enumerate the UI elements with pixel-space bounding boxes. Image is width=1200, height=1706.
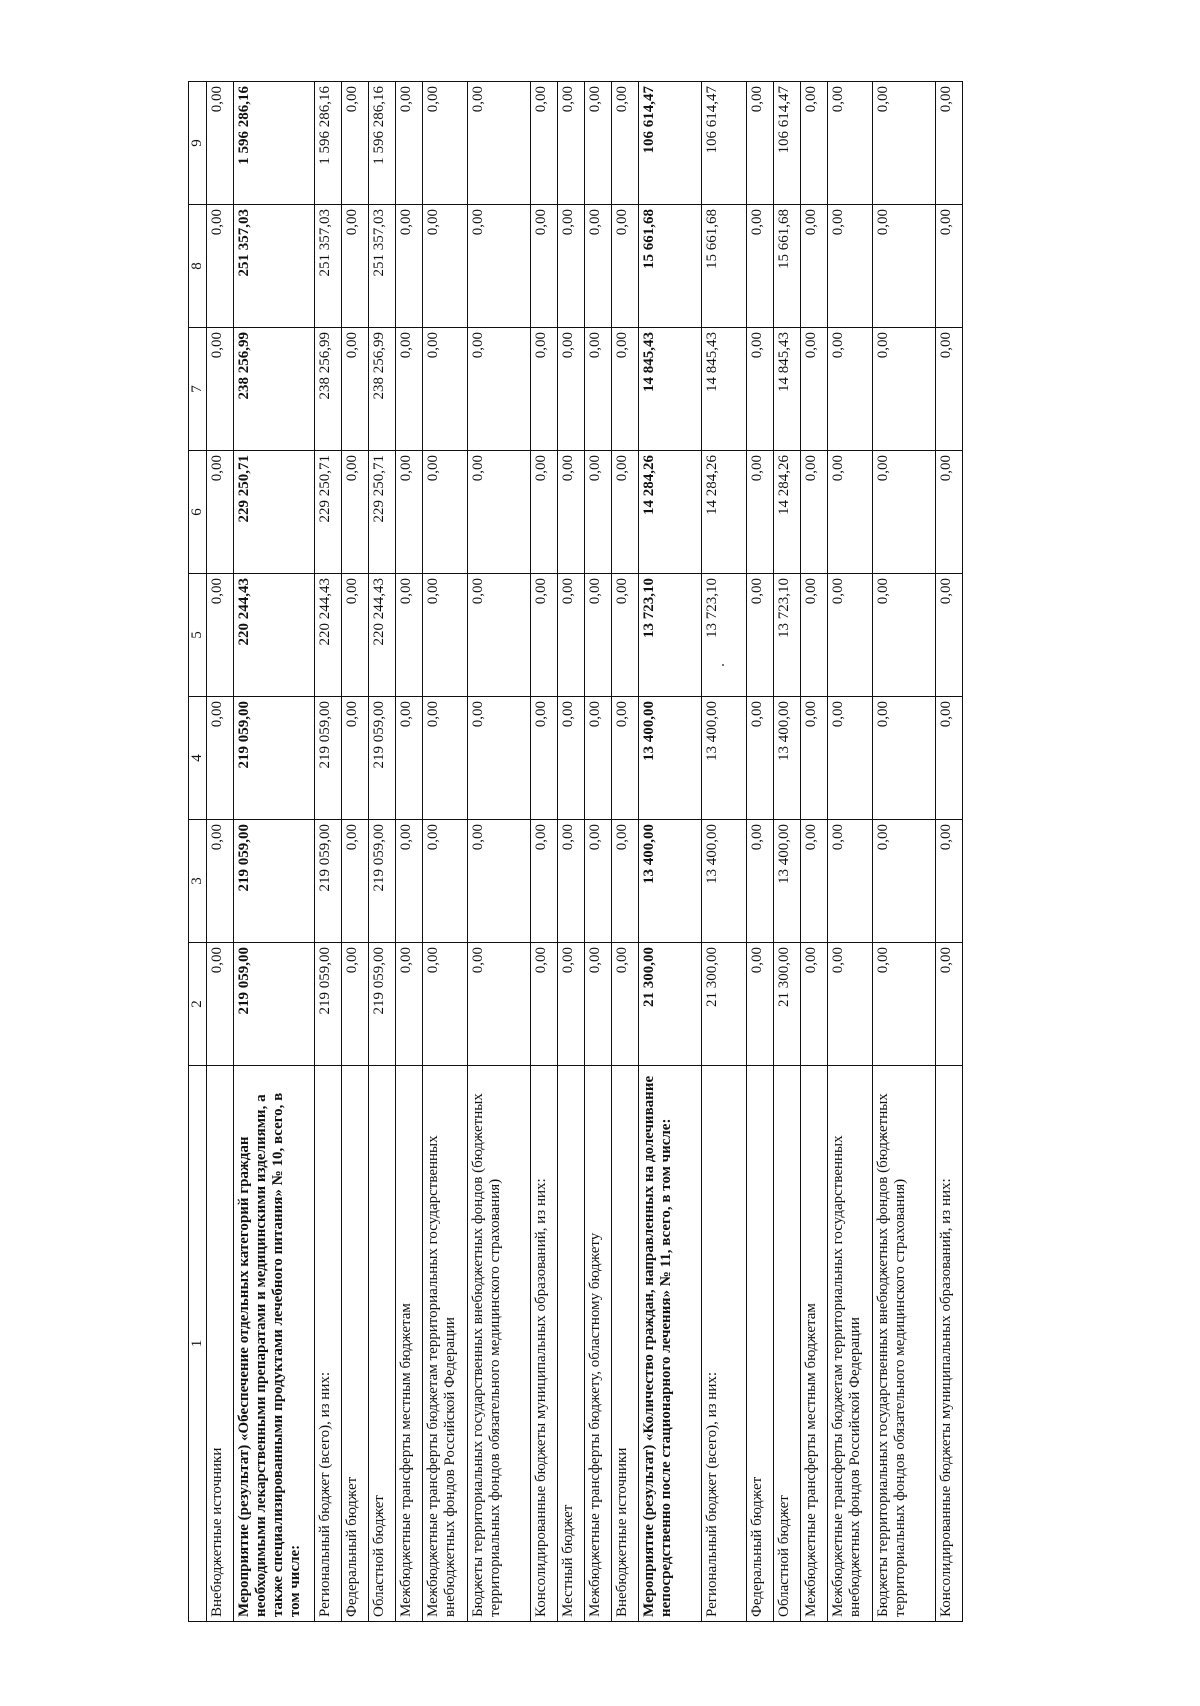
value-cell: 13 400,00: [774, 697, 801, 820]
value-cell: 0,00: [207, 697, 234, 820]
table-row: [315, 82, 342, 1622]
value-cell: 106 614,47: [774, 82, 801, 205]
row-label: Федеральный бюджет: [342, 1066, 369, 1622]
value-cell: 0,00: [801, 697, 828, 820]
value-cell: 0,00: [207, 451, 234, 574]
value-cell: 0,00: [396, 82, 423, 205]
value-cell: 0,00: [585, 697, 612, 820]
value-cell: 0,00: [423, 943, 468, 1066]
value-cell: 219 059,00: [315, 943, 342, 1066]
value-cell: 0,00: [207, 205, 234, 328]
value-cell: 0,00: [828, 820, 873, 943]
row-label: Межбюджетные трансферты местным бюджетам: [801, 1066, 828, 1622]
value-cell: 0,00: [396, 574, 423, 697]
row-label: Мероприятие (результат) «Обеспечение отдельных категорий граждан необходимыми лекарственными препаратами и медицинскими изделиями, а также специализированными продуктами лечебного питания» № 10, всего, в том числе:: [234, 1066, 315, 1622]
value-cell: 0,00: [531, 82, 558, 205]
value-cell: 0,00: [873, 697, 936, 820]
table-row: [936, 82, 963, 1622]
value-cell: 0,00: [873, 574, 936, 697]
value-cell: 0,00: [531, 451, 558, 574]
row-label: Областной бюджет: [369, 1066, 396, 1622]
row-label: Консолидированные бюджеты муниципальных образований, из них:: [531, 1066, 558, 1622]
value-cell: 0,00: [585, 820, 612, 943]
value-cell: 0,00: [828, 697, 873, 820]
value-cell: 15 661,68: [639, 205, 702, 328]
table-row: [342, 82, 369, 1622]
value-cell: 219 059,00: [234, 697, 315, 820]
value-cell: 1 596 286,16: [315, 82, 342, 205]
row-label: Областной бюджет: [774, 1066, 801, 1622]
value-cell: 251 357,03: [234, 205, 315, 328]
value-cell: 0,00: [747, 820, 774, 943]
row-label: Региональный бюджет (всего), из них:: [702, 1066, 747, 1622]
value-cell: 0,00: [342, 451, 369, 574]
value-cell: 13 723,10: [639, 574, 702, 697]
value-cell: 219 059,00: [369, 820, 396, 943]
value-cell: 0,00: [468, 820, 531, 943]
row-label: Бюджеты территориальных государственных внебюджетных фондов (бюджетных территориальных фондов обязательного медицинского страхования): [468, 1066, 531, 1622]
value-cell: 0,00: [747, 328, 774, 451]
row-label: Внебюджетные источники: [612, 1066, 639, 1622]
table-body: [207, 82, 963, 1622]
value-cell: 0,00: [612, 574, 639, 697]
value-cell: 0,00: [747, 697, 774, 820]
value-cell: 0,00: [612, 451, 639, 574]
value-cell: 219 059,00: [315, 820, 342, 943]
value-cell: 0,00: [468, 697, 531, 820]
table-row: [468, 82, 531, 1622]
table-row: [531, 82, 558, 1622]
table-row: [873, 82, 936, 1622]
table-row: [558, 82, 585, 1622]
value-cell: 220 244,43: [234, 574, 315, 697]
column-header: 3: [189, 820, 207, 943]
value-cell: 0,00: [801, 943, 828, 1066]
row-label: Федеральный бюджет: [747, 1066, 774, 1622]
value-cell: 0,00: [936, 574, 963, 697]
value-cell: 251 357,03: [315, 205, 342, 328]
value-cell: 14 284,26: [702, 451, 747, 574]
value-cell: 0,00: [468, 943, 531, 1066]
value-cell: 0,00: [828, 82, 873, 205]
value-cell: 0,00: [396, 328, 423, 451]
value-cell: 0,00: [585, 574, 612, 697]
value-cell: 219 059,00: [234, 943, 315, 1066]
value-cell: 0,00: [936, 328, 963, 451]
budget-table: [188, 81, 963, 1622]
table-row: [423, 82, 468, 1622]
value-cell: 0,00: [468, 451, 531, 574]
value-cell: 0,00: [873, 205, 936, 328]
value-cell: 0,00: [612, 943, 639, 1066]
value-cell: 0,00: [531, 574, 558, 697]
value-cell: 0,00: [207, 574, 234, 697]
value-cell: 0,00: [423, 205, 468, 328]
value-cell: 13 723,10: [774, 574, 801, 697]
table-row: [801, 82, 828, 1622]
value-cell: 0,00: [396, 451, 423, 574]
row-label: Бюджеты территориальных государственных внебюджетных фондов (бюджетных территориальных фондов обязательного медицинского страхования): [873, 1066, 936, 1622]
value-cell: 0,00: [828, 451, 873, 574]
value-cell: 0,00: [558, 697, 585, 820]
value-cell: 14 284,26: [639, 451, 702, 574]
value-cell: 1 596 286,16: [369, 82, 396, 205]
column-header: 7: [189, 328, 207, 451]
value-cell: 0,00: [531, 205, 558, 328]
value-cell: 0,00: [396, 820, 423, 943]
table-row: [774, 82, 801, 1622]
table-row: [396, 82, 423, 1622]
value-cell: 14 845,43: [702, 328, 747, 451]
value-cell: 0,00: [468, 205, 531, 328]
value-cell: 0,00: [423, 574, 468, 697]
value-cell: 0,00: [342, 205, 369, 328]
value-cell: 0,00: [801, 328, 828, 451]
value-cell: 0,00: [936, 205, 963, 328]
value-cell: 0,00: [468, 328, 531, 451]
value-cell: 106 614,47: [702, 82, 747, 205]
table-row: [702, 82, 747, 1622]
value-cell: 0,00: [801, 574, 828, 697]
value-cell: 0,00: [747, 451, 774, 574]
value-cell: 0,00: [207, 820, 234, 943]
value-cell: 0,00: [423, 82, 468, 205]
value-cell: 0,00: [801, 820, 828, 943]
value-cell: 0,00: [396, 205, 423, 328]
value-cell: 238 256,99: [369, 328, 396, 451]
value-cell: 13 400,00: [702, 820, 747, 943]
value-cell: 0,00: [873, 451, 936, 574]
value-cell: 0,00: [585, 451, 612, 574]
value-cell: 0,00: [747, 574, 774, 697]
value-cell: 0,00: [423, 328, 468, 451]
column-header: 2: [189, 943, 207, 1066]
value-cell: 0,00: [531, 697, 558, 820]
table-row: [207, 82, 234, 1622]
row-label: Местный бюджет: [558, 1066, 585, 1622]
column-header: 6: [189, 451, 207, 574]
value-cell: 0,00: [936, 451, 963, 574]
row-label: Внебюджетные источники: [207, 1066, 234, 1622]
value-cell: 0,00: [342, 574, 369, 697]
value-cell: 0,00: [936, 943, 963, 1066]
value-cell: 0,00: [612, 697, 639, 820]
value-cell: 0,00: [612, 820, 639, 943]
value-cell: 0,00: [747, 82, 774, 205]
value-cell: 0,00: [396, 697, 423, 820]
value-cell: 0,00: [531, 943, 558, 1066]
row-label: Консолидированные бюджеты муниципальных образований, из них:: [936, 1066, 963, 1622]
value-cell: 13 400,00: [639, 820, 702, 943]
value-cell: 0,00: [828, 574, 873, 697]
value-cell: 219 059,00: [315, 697, 342, 820]
value-cell: 220 244,43: [315, 574, 342, 697]
value-cell: 0,00: [423, 697, 468, 820]
value-cell: 0,00: [747, 943, 774, 1066]
value-cell: 14 845,43: [639, 328, 702, 451]
value-cell: 0,00: [873, 82, 936, 205]
value-cell: 219 059,00: [369, 943, 396, 1066]
value-cell: 219 059,00: [369, 697, 396, 820]
value-cell: 0,00: [558, 328, 585, 451]
row-label: Мероприятие (результат) «Количество граждан, направленных на долечивание непосредственно после стационарного лечения» № 11, всего, в том числе:: [639, 1066, 702, 1622]
value-cell: 238 256,99: [234, 328, 315, 451]
value-cell: 13 723,10: [702, 574, 747, 697]
value-cell: 0,00: [585, 943, 612, 1066]
value-cell: 14 284,26: [774, 451, 801, 574]
value-cell: 1 596 286,16: [234, 82, 315, 205]
row-label: Межбюджетные трансферты бюджетам территориальных государственных внебюджетных фондов Российской Федерации: [423, 1066, 468, 1622]
value-cell: 0,00: [207, 328, 234, 451]
value-cell: 0,00: [342, 820, 369, 943]
value-cell: 0,00: [342, 328, 369, 451]
value-cell: 220 244,43: [369, 574, 396, 697]
row-label: Межбюджетные трансферты бюджету, областному бюджету: [585, 1066, 612, 1622]
value-cell: 0,00: [828, 328, 873, 451]
value-cell: 0,00: [342, 697, 369, 820]
column-header: 4: [189, 697, 207, 820]
value-cell: 0,00: [747, 205, 774, 328]
value-cell: 0,00: [558, 574, 585, 697]
value-cell: 0,00: [531, 820, 558, 943]
value-cell: 0,00: [423, 820, 468, 943]
value-cell: 0,00: [468, 574, 531, 697]
value-cell: 0,00: [342, 82, 369, 205]
value-cell: 0,00: [207, 82, 234, 205]
table-row: [828, 82, 873, 1622]
value-cell: 238 256,99: [315, 328, 342, 451]
value-cell: 0,00: [342, 943, 369, 1066]
header-row: [189, 82, 207, 1622]
value-cell: 0,00: [828, 943, 873, 1066]
value-cell: 0,00: [873, 820, 936, 943]
column-header: 1: [189, 1066, 207, 1622]
value-cell: 0,00: [558, 82, 585, 205]
value-cell: 13 400,00: [774, 820, 801, 943]
table-row: [747, 82, 774, 1622]
value-cell: 13 400,00: [702, 697, 747, 820]
column-header: 9: [189, 82, 207, 205]
value-cell: 0,00: [585, 82, 612, 205]
value-cell: 219 059,00: [234, 820, 315, 943]
value-cell: 21 300,00: [702, 943, 747, 1066]
value-cell: 0,00: [873, 943, 936, 1066]
value-cell: 0,00: [423, 451, 468, 574]
value-cell: 0,00: [936, 820, 963, 943]
value-cell: 229 250,71: [369, 451, 396, 574]
value-cell: 106 614,47: [639, 82, 702, 205]
value-cell: 0,00: [936, 697, 963, 820]
value-cell: 0,00: [396, 943, 423, 1066]
value-cell: 15 661,68: [774, 205, 801, 328]
table-row: [612, 82, 639, 1622]
table-row-measure-11: [639, 82, 702, 1622]
value-cell: 13 400,00: [639, 697, 702, 820]
column-header: 8: [189, 205, 207, 328]
value-cell: 0,00: [468, 82, 531, 205]
value-cell: 0,00: [612, 328, 639, 451]
value-cell: 229 250,71: [234, 451, 315, 574]
value-cell: 14 845,43: [774, 328, 801, 451]
value-cell: 0,00: [558, 820, 585, 943]
value-cell: 0,00: [531, 328, 558, 451]
table-row-measure-10: [234, 82, 315, 1622]
value-cell: 0,00: [801, 205, 828, 328]
value-cell: 0,00: [585, 328, 612, 451]
table-row: [369, 82, 396, 1622]
value-cell: 0,00: [558, 943, 585, 1066]
value-cell: 229 250,71: [315, 451, 342, 574]
value-cell: 0,00: [585, 205, 612, 328]
row-label: Региональный бюджет (всего), из них:: [315, 1066, 342, 1622]
value-cell: 0,00: [612, 205, 639, 328]
value-cell: 0,00: [558, 205, 585, 328]
value-cell: 0,00: [612, 82, 639, 205]
column-header: 5: [189, 574, 207, 697]
table-header: [189, 82, 207, 1622]
value-cell: 21 300,00: [639, 943, 702, 1066]
row-label: Межбюджетные трансферты местным бюджетам: [396, 1066, 423, 1622]
value-cell: 0,00: [207, 943, 234, 1066]
value-cell: 0,00: [801, 451, 828, 574]
value-cell: 0,00: [873, 328, 936, 451]
table-row: [585, 82, 612, 1622]
value-cell: 0,00: [828, 205, 873, 328]
row-label: Межбюджетные трансферты бюджетам территориальных государственных внебюджетных фондов Российской Федерации: [828, 1066, 873, 1622]
value-cell: 21 300,00: [774, 943, 801, 1066]
value-cell: 251 357,03: [369, 205, 396, 328]
rotated-page-content: [188, 82, 963, 1622]
value-cell: 15 661,68: [702, 205, 747, 328]
value-cell: 0,00: [558, 451, 585, 574]
value-cell: 0,00: [936, 82, 963, 205]
value-cell: 0,00: [801, 82, 828, 205]
